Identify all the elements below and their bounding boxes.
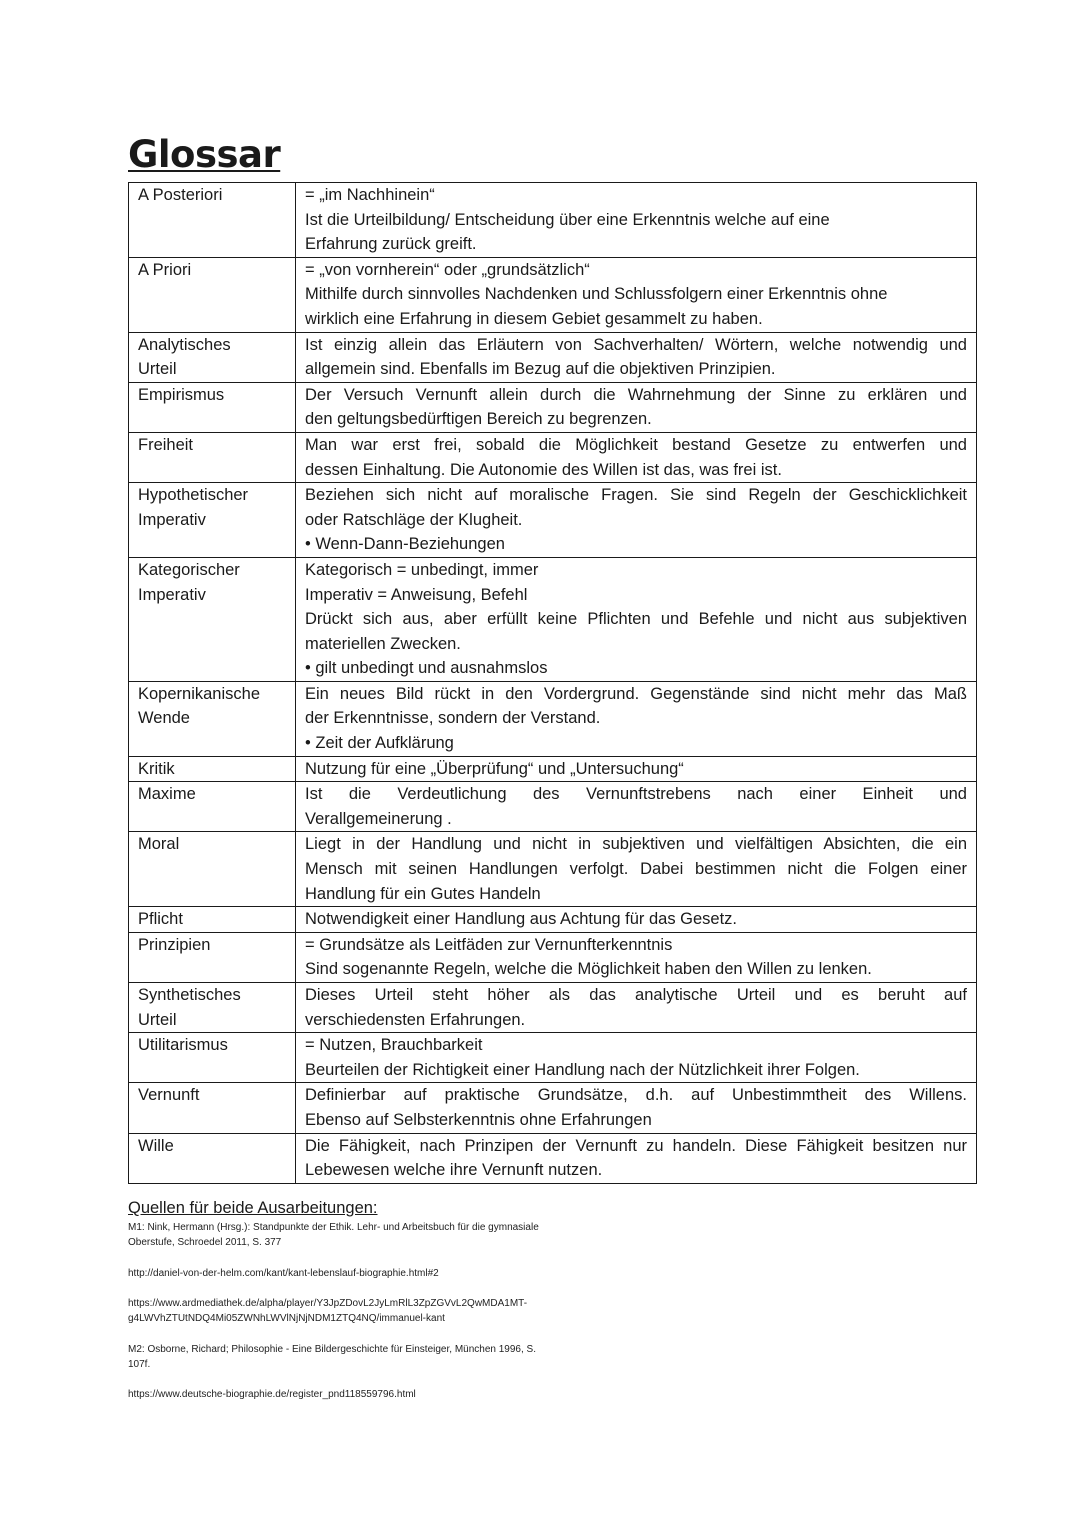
glossary-row — [129, 932, 977, 982]
definition-line: Notwendigkeit einer Handlung aus Achtung für das Gesetz. — [305, 910, 738, 929]
source-entry — [128, 1387, 748, 1402]
definition-line: Ein neues Bild rückt in den Vordergrund. Gegenstände sind nicht mehr das Maß — [305, 684, 967, 703]
glossary-definition — [296, 183, 977, 258]
glossary-term — [129, 756, 296, 782]
definition-line: Erfahrung zurück greift. — [305, 235, 477, 254]
source-line: g4LWVhZTUtNDQ4Mi05ZWNhLWVlNjNjNDM1ZTQ4NQ/immanuel-kant — [128, 1313, 445, 1324]
glossary-row — [129, 1133, 977, 1183]
glossary-definition — [296, 832, 977, 907]
source-entry — [128, 1342, 748, 1372]
definition-line: oder Ratschläge der Klugheit. — [305, 510, 523, 529]
definition-line: Beurteilen der Richtigkeit einer Handlung nach der Nützlichkeit ihrer Folgen. — [305, 1060, 860, 1079]
sources-list — [128, 1220, 748, 1402]
definition-line: • Zeit der Aufklärung — [305, 734, 454, 753]
definition-line: materiellen Zwecken. — [305, 634, 461, 653]
term-line: Urteil — [138, 1010, 177, 1029]
glossary-term — [129, 1033, 296, 1083]
glossary-definition — [296, 257, 977, 332]
definition-line: allgemein sind. Ebenfalls im Bezug auf die objektiven Prinzipien. — [305, 360, 776, 379]
glossary-term — [129, 907, 296, 933]
glossary-term — [129, 983, 296, 1033]
term-line: Kategorischer — [138, 560, 240, 579]
glossary-term — [129, 257, 296, 332]
definition-line: Definierbar auf praktische Grundsätze, d.h. auf Unbestimmtheit des Willens. — [305, 1086, 967, 1105]
term-line: Hypothetischer — [138, 486, 249, 505]
term-line: Empirismus — [138, 385, 225, 404]
source-line: https://www.deutsche-biographie.de/register_pnd118559796.html — [128, 1389, 416, 1400]
term-line: Analytisches — [138, 335, 231, 354]
definition-line: Nutzung für eine „Überprüfung“ und „Untersuchung“ — [305, 759, 684, 778]
sources-section — [128, 1197, 748, 1418]
term-line: Imperativ — [138, 510, 206, 529]
glossary-definition — [296, 782, 977, 832]
term-line: Wende — [138, 709, 190, 728]
term-line: Freiheit — [138, 435, 194, 454]
term-line: Imperativ — [138, 585, 206, 604]
glossary-definition — [296, 907, 977, 933]
term-line: Moral — [138, 835, 180, 854]
term-line: Prinzipien — [138, 935, 211, 954]
glossary-row — [129, 183, 977, 258]
glossary-table — [128, 182, 977, 1184]
sources-heading: Quellen für beide Ausarbeitungen: — [128, 1199, 378, 1217]
definition-line: Ist die Verdeutlichung des Vernunftstrebens nach einer Einheit und — [305, 785, 967, 804]
definition-line: Drückt sich aus, aber erfüllt keine Pflichten und Befehle und nicht aus subjektiven — [305, 610, 967, 629]
glossary-term — [129, 483, 296, 558]
glossary-definition — [296, 1083, 977, 1133]
glossary-row — [129, 332, 977, 382]
glossary-row — [129, 483, 977, 558]
term-line: Wille — [138, 1136, 174, 1155]
definition-line: Imperativ = Anweisung, Befehl — [305, 585, 528, 604]
source-line: https://www.ardmediathek.de/alpha/player/Y3JpZDovL2JyLmRlL3ZpZGVvL2QwMDA1MT- — [128, 1298, 528, 1309]
term-line: Urteil — [138, 360, 177, 379]
term-line: A Posteriori — [138, 186, 223, 204]
glossary-definition — [296, 756, 977, 782]
glossary-row — [129, 257, 977, 332]
source-line: M2: Osborne, Richard; Philosophie - Eine Bildergeschichte für Einsteiger, München 1996, S. — [128, 1343, 536, 1355]
glossary-definition — [296, 382, 977, 432]
term-line: Kritik — [138, 759, 175, 778]
definition-line: = „von vornherein“ oder „grundsätzlich“ — [305, 260, 590, 279]
source-line: M1: Nink, Hermann (Hrsg.): Standpunkte der Ethik. Lehr- und Arbeitsbuch für die gymnasiale — [128, 1222, 539, 1233]
glossary-row — [129, 432, 977, 482]
glossary-row — [129, 907, 977, 933]
glossary-definition — [296, 483, 977, 558]
glossary-term — [129, 782, 296, 832]
glossary-term — [129, 332, 296, 382]
definition-line: Mensch mit seinen Handlungen verfolgt. Dabei bestimmen nicht die Folgen einer — [305, 860, 967, 879]
source-entry — [128, 1220, 748, 1250]
glossary-term — [129, 1133, 296, 1183]
definition-line: den geltungsbedürftigen Bereich zu begrenzen. — [305, 410, 652, 429]
glossary-term — [129, 1083, 296, 1133]
glossary-row — [129, 756, 977, 782]
definition-line: Mithilfe durch sinnvolles Nachdenken und Schlussfolgern einer Erkenntnis ohne — [305, 285, 888, 304]
term-line: Vernunft — [138, 1086, 200, 1105]
definition-line: Ist die Urteilbildung/ Entscheidung über eine Erkenntnis welche auf eine — [305, 210, 830, 229]
definition-line: verschiedensten Erfahrungen. — [305, 1010, 526, 1029]
definition-line: • gilt unbedingt und ausnahmslos — [305, 659, 548, 678]
glossary-row — [129, 1033, 977, 1083]
term-line: Kopernikanische — [138, 684, 260, 703]
definition-line: = Grundsätze als Leitfäden zur Vernunfterkenntnis — [305, 935, 673, 954]
glossary-term — [129, 557, 296, 681]
glossary-row — [129, 832, 977, 907]
glossary-row — [129, 681, 977, 756]
page-title: Glossar — [128, 133, 281, 176]
glossary-definition — [296, 332, 977, 382]
source-entry — [128, 1266, 748, 1281]
glossary-definition — [296, 1133, 977, 1183]
glossary-definition — [296, 432, 977, 482]
source-entry — [128, 1296, 748, 1326]
definition-line: Verallgemeinerung . — [305, 809, 452, 828]
glossary-term — [129, 432, 296, 482]
definition-line: Sind sogenannte Regeln, welche die Möglichkeit haben den Willen zu lenken. — [305, 960, 872, 979]
glossary-term — [129, 681, 296, 756]
term-line: Synthetisches — [138, 986, 241, 1004]
definition-line: Dieses Urteil steht höher als das analytische Urteil und es beruht auf — [305, 986, 967, 1004]
glossary-definition — [296, 681, 977, 756]
source-line: Oberstufe, Schroedel 2011, S. 377 — [128, 1237, 282, 1248]
definition-line: Die Fähigkeit, nach Prinzipen der Vernunft zu handeln. Diese Fähigkeit besitzen nur — [305, 1136, 967, 1155]
definition-line: Man war erst frei, sobald die Möglichkeit bestand Gesetze zu entwerfen und — [305, 435, 967, 454]
definition-line: • Wenn-Dann-Beziehungen — [305, 535, 505, 554]
definition-line: Ist einzig allein das Erläutern von Sachverhalten/ Wörtern, welche notwendig und — [305, 335, 967, 354]
definition-line: Ebenso auf Selbsterkenntnis ohne Erfahrungen — [305, 1110, 652, 1129]
definition-line: Liegt in der Handlung und nicht in subjektiven und vielfältigen Absichten, die ein — [305, 835, 967, 854]
glossary-term — [129, 832, 296, 907]
glossary-definition — [296, 932, 977, 982]
glossary-definition — [296, 1033, 977, 1083]
definition-line: Beziehen sich nicht auf moralische Fragen. Sie sind Regeln der Geschicklichkeit — [305, 486, 967, 505]
term-line: Maxime — [138, 785, 196, 804]
glossary-term — [129, 183, 296, 258]
term-line: A Priori — [138, 260, 192, 279]
glossary-row — [129, 557, 977, 681]
definition-line: Lebewesen welche ihre Vernunft nutzen. — [305, 1161, 603, 1180]
definition-line: = „im Nachhinein“ — [305, 186, 435, 204]
definition-line: = Nutzen, Brauchbarkeit — [305, 1036, 483, 1055]
term-line: Pflicht — [138, 910, 183, 929]
definition-line: dessen Einhaltung. Die Autonomie des Willen ist das, was frei ist. — [305, 460, 782, 479]
glossary-definition — [296, 983, 977, 1033]
definition-line: wirklich eine Erfahrung in diesem Gebiet gesammelt zu haben. — [305, 309, 763, 328]
glossary-row — [129, 1083, 977, 1133]
glossary-term — [129, 382, 296, 432]
glossary-row — [129, 782, 977, 832]
term-line: Utilitarismus — [138, 1036, 228, 1055]
glossary-term — [129, 932, 296, 982]
glossary-definition — [296, 557, 977, 681]
glossary-row — [129, 983, 977, 1033]
source-line: 107f. — [128, 1358, 151, 1370]
glossary-row — [129, 382, 977, 432]
definition-line: Kategorisch = unbedingt, immer — [305, 560, 539, 579]
source-line: http://daniel-von-der-helm.com/kant/kant-lebenslauf-biographie.html#2 — [128, 1267, 439, 1279]
definition-line: Der Versuch Vernunft allein durch die Wahrnehmung der Sinne zu erklären und — [305, 385, 967, 404]
definition-line: der Erkenntnisse, sondern der Verstand. — [305, 709, 601, 728]
glossary-body — [129, 183, 977, 1184]
definition-line: Handlung für ein Gutes Handeln — [305, 884, 541, 903]
